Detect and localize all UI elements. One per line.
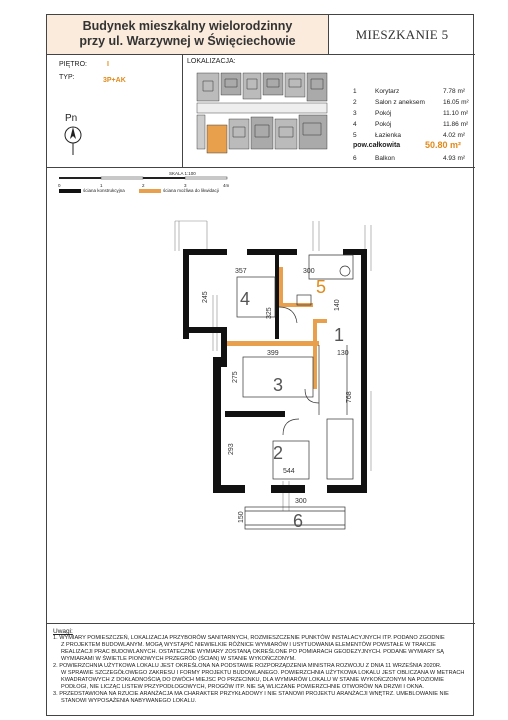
total-value: 50.80 m² [425, 140, 462, 150]
type-value: 3P+AK [103, 77, 126, 84]
dim-293: 293 [228, 443, 235, 455]
north-arrow [61, 113, 85, 163]
room-number-2: 2 [273, 443, 284, 463]
room-num: 3 [353, 110, 357, 117]
room-num: 2 [353, 99, 357, 106]
scale-tick: 0 [58, 183, 61, 188]
room-num: 5 [353, 132, 357, 139]
info-divider [182, 55, 183, 167]
scale-tick: 3 [184, 183, 187, 188]
note-line: REALIZACJI PRAC BUDOWLANYCH. OSTATECZNE WYMIARY ZOSTANĄ OKREŚLONE PO POMIARACH GEODEZYJNYCH. PODANE WYMIARY SĄ [61, 649, 444, 655]
room-num: 1 [353, 88, 357, 95]
dim-544: 544 [283, 468, 295, 475]
notes-title: Uwagi: [53, 628, 73, 635]
note-line: 3. PRZEDSTAWIONA NA RZUCIE ARANŻACJA MA CHARAKTER PRZYKŁADOWY I NIE STANOWI PROJEKTU ARANŻACJI WNĘTRZ. UMEBLOWANIE NIE [53, 691, 449, 697]
apartment-title: MIESZKANIE 5 [355, 27, 449, 42]
floor-value: I [107, 61, 109, 68]
header-title-line1: Budynek mieszkalny wielorodzinny [82, 19, 293, 33]
legend-structural: ściana konstrukcyjna [83, 188, 125, 193]
room-area: 11.86 m² [443, 121, 469, 128]
dim-245: 245 [202, 291, 209, 303]
header-apartment-box [329, 15, 475, 55]
legend-removable: ściana możliwa do likwidacji [163, 188, 219, 193]
room-name: Pokój [375, 110, 392, 117]
section-divider [47, 167, 475, 168]
dim-150: 150 [238, 511, 245, 523]
location-map [193, 67, 331, 157]
scale-tick: 2 [142, 183, 145, 188]
dim-399: 399 [267, 350, 279, 357]
balcony-area: 4.93 m² [443, 155, 466, 162]
floor-label: PIĘTRO: [59, 61, 88, 68]
scale-bar [57, 175, 237, 185]
north-arrow-icon [61, 125, 85, 165]
room-num: 4 [353, 121, 357, 128]
dim-768: 768 [346, 391, 353, 403]
room-number-5: 5 [316, 277, 327, 297]
balcony-num: 6 [353, 155, 357, 162]
header-title-box [47, 15, 329, 55]
type-label: TYP: [59, 74, 75, 81]
dim-300b: 300 [295, 498, 307, 505]
document-sheet [46, 14, 474, 716]
room-name: Łazienka [375, 132, 402, 139]
header-title-line2: przy ul. Warzywnej w Święciechowie [79, 34, 296, 48]
north-label: Pn [65, 113, 78, 124]
room-area: 4.02 m² [443, 132, 466, 139]
room-name: Korytarz [375, 88, 400, 95]
total-label: pow.całkowita [353, 142, 401, 149]
note-line: 1. WYMIARY POMIESZCZEŃ, LOKALIZACJA PRZYBORÓW SANITARNYCH, ROZMIESZCZENIE PUNKTÓW INSTALACYJNYCH ITP. PODANO ZGODNIE [53, 635, 445, 641]
room-name: Pokój [375, 121, 392, 128]
scale-tick: 4m [223, 183, 230, 188]
dim-140: 140 [334, 299, 341, 311]
note-line: PODŁOGI, NIE LICZĄC LISTEW PRZYPODŁOGOWYCH, PROGÓW ITP. NIE SĄ WLICZANE POWIERZCHNIE OTWORÓW NA DRZWI I OKNA. [61, 684, 424, 690]
location-label: LOKALIZACJA: [187, 58, 236, 65]
room-area: 7.78 m² [443, 88, 466, 95]
room-area: 16.05 m² [443, 99, 469, 106]
notes-section [47, 623, 475, 717]
dim-130: 130 [337, 350, 349, 357]
room-number-1: 1 [334, 325, 345, 345]
note-line: KWADRATOWYCH Z DOKŁADNOŚCIĄ DO DWÓCH MIEJSC PO PRZECINKU, DLA WYMIARÓW LOKALU W STANIE WYKOŃCZONYM NA POZIOMIE [61, 677, 444, 683]
room-number-3: 3 [273, 375, 284, 395]
legend-removable-swatch [139, 189, 161, 193]
scale-label: SKALA 1:100 [169, 171, 196, 176]
scale-legend [57, 169, 467, 199]
room-number-4: 4 [240, 289, 251, 309]
note-line: W SPRAWIE SZCZEGÓŁOWEGO ZAKRESU I FORMY PROJEKTU BUDOWLANEGO. POWIERZCHNIA UŻYTKOWA LOKALU JEST OBLICZANA W METRACH [61, 670, 465, 676]
note-line: WYMIARAMI W ŚWIETLE PIONOWYCH PRZEGRÓD (ŚCIAN) W STANIE WYKOŃCZONYM. [61, 656, 296, 662]
floor-plan [47, 211, 475, 571]
room-name: Salon z aneksem [375, 99, 425, 106]
legend-structural-swatch [59, 189, 81, 193]
dim-325: 325 [266, 307, 273, 319]
note-line: 2. POWIERZCHNIA UŻYTKOWA LOKALU JEST OKREŚLONA NA PODSTAWIE ROZPORZĄDZENIA MINISTRA ROZWOJU Z DNIA 11 WRZEŚNIA 2020R. [53, 663, 442, 669]
note-line: Z PROJEKTEM BUDOWLANYM. MOGĄ WYSTĄPIĆ NIEWIELKIE RÓŻNICE WYMIARÓW I USYTUOWANIA ELEMENTÓW POWSTAŁE W TRAKCIE [61, 642, 437, 648]
scale-tick: 1 [100, 183, 103, 188]
note-line: STANOWI WYPOSAŻENIA NABYWANEGO LOKALU. [61, 698, 197, 704]
dim-300a: 300 [303, 268, 315, 275]
room-area: 11.10 m² [443, 110, 469, 117]
dim-357: 357 [235, 268, 247, 275]
room-number-6: 6 [293, 511, 304, 531]
balcony-name: Balkon [375, 155, 395, 162]
dim-275: 275 [232, 371, 239, 383]
